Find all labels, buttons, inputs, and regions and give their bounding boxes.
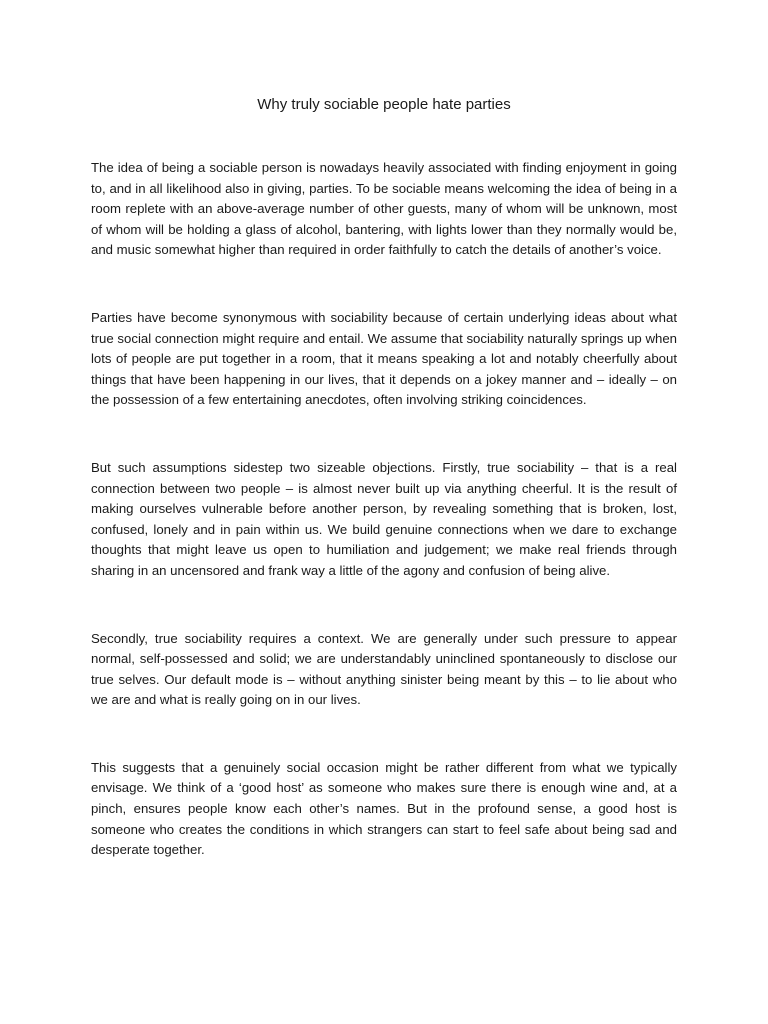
paragraph-5: This suggests that a genuinely social occasion might be rather different from what we typically envisage. We think of a ‘good host’ as someone who makes sure there is enough wine and, at a pinch, ensures people know each other’s names. But in the profound sense, a good host is someone who creates the conditions in which strangers can start to feel safe about being sad and desperate together.: [91, 759, 677, 858]
paragraph-3: But such assumptions sidestep two sizeable objections. Firstly, true sociability – that is a real connection between two people – is almost never built up via anything cheerful. It is the result of making ourselves vulnerable before another person, by revealing something that is broken, lost, confused, lonely and in pain within us. We build genuine connections when we dare to exchange thoughts that might leave us open to humiliation and judgement; we make real friends through sharing in an uncensored and frank way a little of the agony and confusion of being alive.: [91, 459, 677, 578]
paragraph-1: The idea of being a sociable person is nowadays heavily associated with finding enjoyment in going to, and in all likelihood also in giving, parties. To be sociable means welcoming the idea of being in a room replete with an above-average number of other guests, many of whom will be unknown, most of whom will be holding a glass of alcohol, bantering, with lights lower than they normally would be, and music somewhat higher than required in order faithfully to catch the details of another’s voice.: [91, 160, 677, 258]
paragraph-4: Secondly, true sociability requires a context. We are generally under such pressure to appear normal, self-possessed and solid; we are understandably uninclined spontaneously to disclose our true selves. Our default mode is – without anything sinister being meant by this – to lie about who we are and what is really going on in our lives.: [91, 630, 677, 708]
paragraph-2: Parties have become synonymous with sociability because of certain underlying ideas about what true social connection might require and entail. We assume that sociability naturally springs up when lots of people are put together in a room, that it means speaking a lot and notably cheerfully about things that have been happening in our lives, that it depends on a jokey manner and – ideally – on the possession of a few entertaining anecdotes, often involving striking coincidences.: [91, 309, 677, 408]
document-title: Why truly sociable people hate parties: [257, 96, 511, 113]
document-body: [91, 158, 677, 908]
